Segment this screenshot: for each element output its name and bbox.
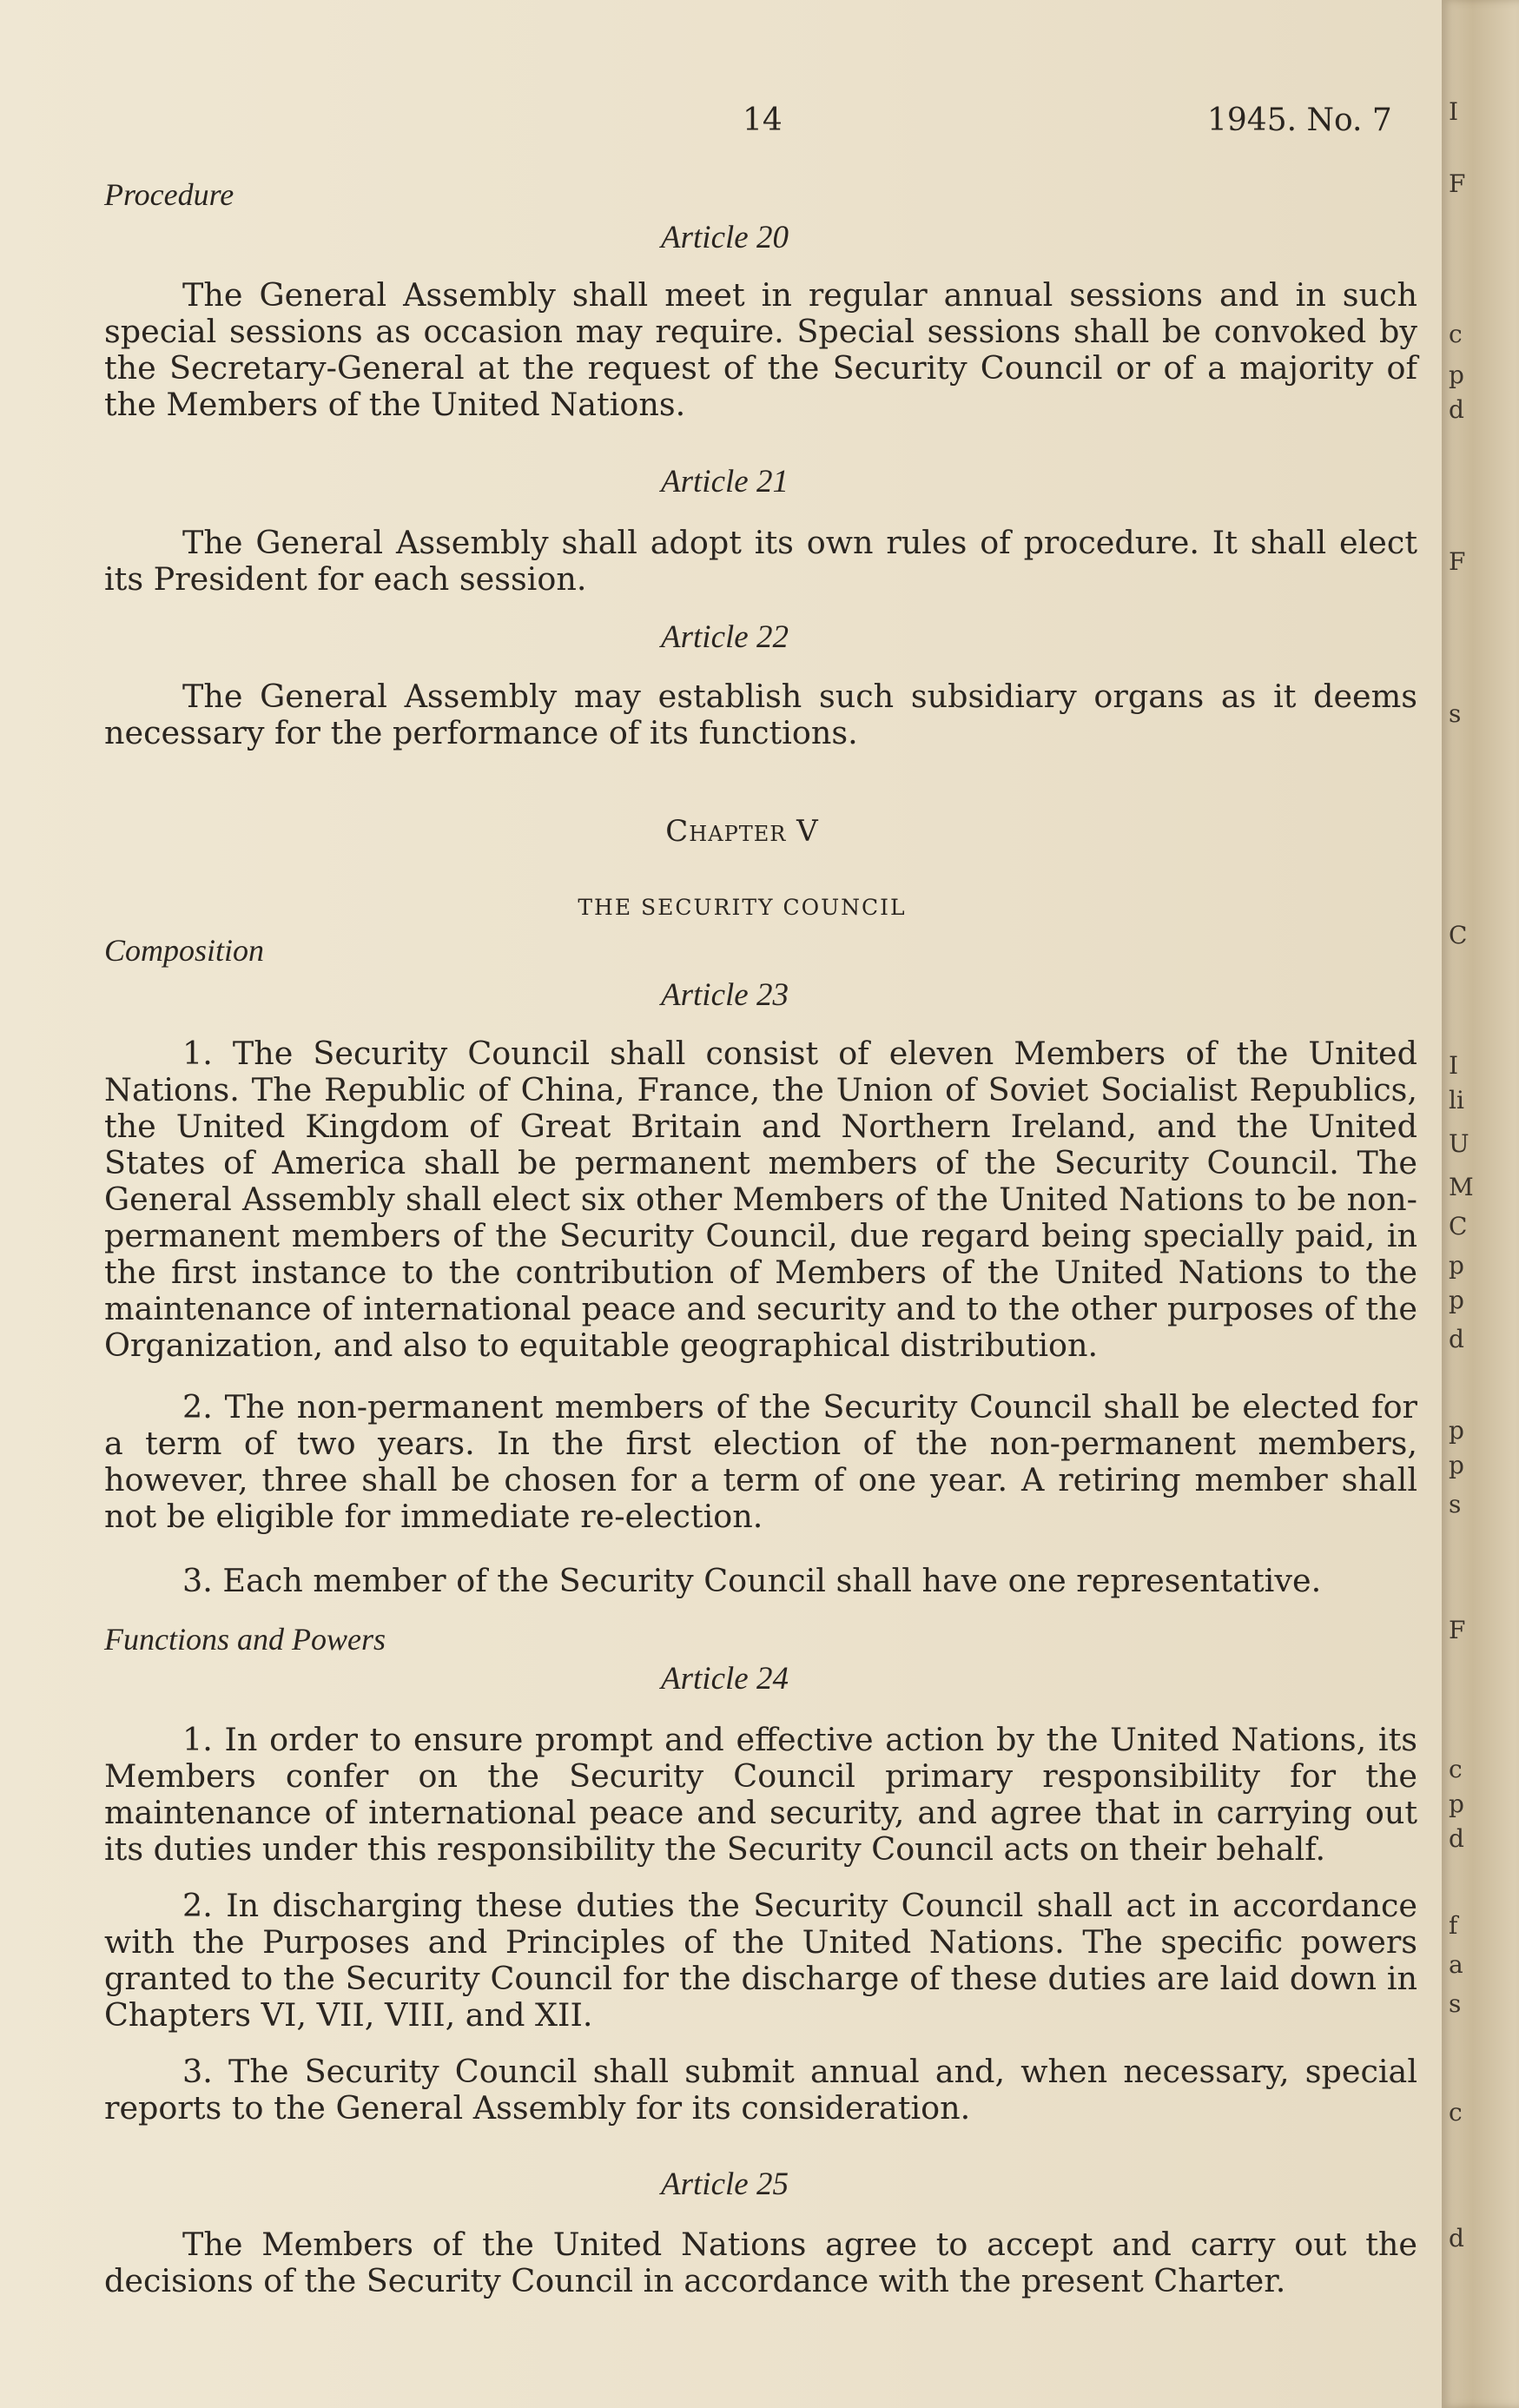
facing-page-letter: d — [1449, 2224, 1464, 2253]
running-head-year: 1945. No. 7 — [1207, 103, 1392, 138]
article-heading — [0, 2166, 1519, 2203]
article-24-heading: Article 24 — [661, 1661, 789, 1697]
facing-page-letters — [1449, 0, 1509, 2408]
facing-page-letter: p — [1449, 1251, 1464, 1280]
facing-page-letter: c — [1449, 320, 1463, 348]
facing-page-letter: s — [1449, 1490, 1462, 1518]
facing-page-letter: F — [1449, 169, 1466, 198]
facing-page-letter: p — [1449, 1451, 1464, 1479]
facing-page-letter: C — [1449, 1212, 1468, 1240]
article-21-paragraph: The General Assembly shall adopt its own rules of procedure. It shall elect its President for each session. — [104, 524, 1417, 598]
facing-page-letter: p — [1449, 1789, 1464, 1818]
facing-page-letter: C — [1449, 921, 1468, 949]
facing-page-letter: U — [1449, 1129, 1469, 1158]
article-20-heading: Article 20 — [661, 220, 789, 255]
article-24-paragraph-3: 3. The Security Council shall submit annual and, when necessary, special reports to the General Assembly for its consideration. — [104, 2053, 1417, 2127]
facing-page-letter: li — [1449, 1086, 1464, 1115]
facing-page-letter: d — [1449, 1325, 1464, 1353]
article-21-heading: Article 21 — [661, 464, 789, 499]
facing-page-letter: p — [1449, 1416, 1464, 1445]
article-23-paragraph-1: 1. The Security Council shall consist of eleven Members of the United Nations. The Republic of China, France, the Union of Soviet Socialist Republics, the United Kingdom of Great Britain and Northern Ireland, and the United States of America shall be permanent members of the Security Council. The General Assembly shall elect six other Members of the United Nations to be non-permanent members of the Security Council, due regard being specially paid, in the first instance to the contribution of Members of the United Nations to the maintenance of international peace and security and to the other purposes of the Organization, and also to equitable geographical distribution. — [104, 1035, 1417, 1364]
article-23-heading: Article 23 — [661, 977, 789, 1013]
article-22-heading: Article 22 — [661, 619, 789, 655]
section-heading-procedure: Procedure — [104, 177, 234, 212]
article-23-paragraph-2: 2. The non-permanent members of the Security Council shall be elected for a term of two years. In the first election of the non-permanent members, however, three shall be chosen for a term of one year. A retiring member shall not be eligible for immediate re-election. — [104, 1388, 1417, 1535]
facing-page-letter: c — [1449, 2098, 1463, 2127]
facing-page-letter: I — [1449, 1051, 1459, 1080]
facing-page-letter: s — [1449, 699, 1462, 728]
article-heading — [0, 619, 1519, 656]
facing-page-letter: s — [1449, 1989, 1462, 2018]
facing-page-letter: p — [1449, 1286, 1464, 1314]
facing-page-letter: I — [1449, 97, 1459, 126]
facing-page-letter: c — [1449, 1755, 1463, 1783]
article-25-paragraph: The Members of the United Nations agree to accept and carry out the decisions of the Security Council in accordance with the present Charter. — [104, 2226, 1417, 2299]
facing-page-letter: M — [1449, 1173, 1474, 1201]
section-heading-functions-powers: Functions and Powers — [104, 1622, 386, 1657]
article-25-heading: Article 25 — [661, 2167, 789, 2202]
facing-page-letter: p — [1449, 361, 1464, 389]
facing-page-letter: a — [1449, 1950, 1463, 1979]
chapter-heading — [0, 814, 1519, 849]
page-number: 14 — [743, 103, 783, 138]
article-heading — [0, 463, 1519, 500]
facing-page-edge — [1442, 0, 1519, 2408]
chapter-title-text: THE SECURITY COUNCIL — [578, 895, 907, 920]
facing-page-letter: F — [1449, 547, 1466, 576]
article-heading — [0, 219, 1519, 256]
article-24-paragraph-2: 2. In discharging these duties the Security Council shall act in accordance with the Purposes and Principles of the United Nations. The specific powers granted to the Security Council for the discharge of these duties are laid down in Chapters VI, VII, VIII, and XII. — [104, 1887, 1417, 2034]
facing-page-letter: f — [1449, 1911, 1458, 1940]
article-23-paragraph-3: 3. Each member of the Security Council shall have one representative. — [182, 1562, 1322, 1599]
article-20-paragraph: The General Assembly shall meet in regular annual sessions and in such special sessions as occasion may require. Special sessions shall be convoked by the Secretary-General at the request of the Security Council or of a majority of the Members of the United Nations. — [104, 276, 1417, 423]
article-22-paragraph: The General Assembly may establish such subsidiary organs as it deems necessary for the performance of its functions. — [104, 678, 1417, 751]
facing-page-letter: d — [1449, 1824, 1464, 1853]
facing-page-letter: F — [1449, 1616, 1466, 1644]
facing-page-letter: d — [1449, 395, 1464, 424]
chapter-heading-text: Chapter V — [665, 814, 819, 849]
section-heading-composition: Composition — [104, 933, 265, 968]
chapter-title — [0, 895, 1519, 920]
article-heading — [0, 1660, 1519, 1697]
article-heading — [0, 976, 1519, 1014]
article-24-paragraph-1: 1. In order to ensure prompt and effective action by the United Nations, its Members confer on the Security Council primary responsibility for the maintenance of international peace and security, and agree that in carrying out its duties under this responsibility the Security Council acts on their behalf. — [104, 1721, 1417, 1868]
